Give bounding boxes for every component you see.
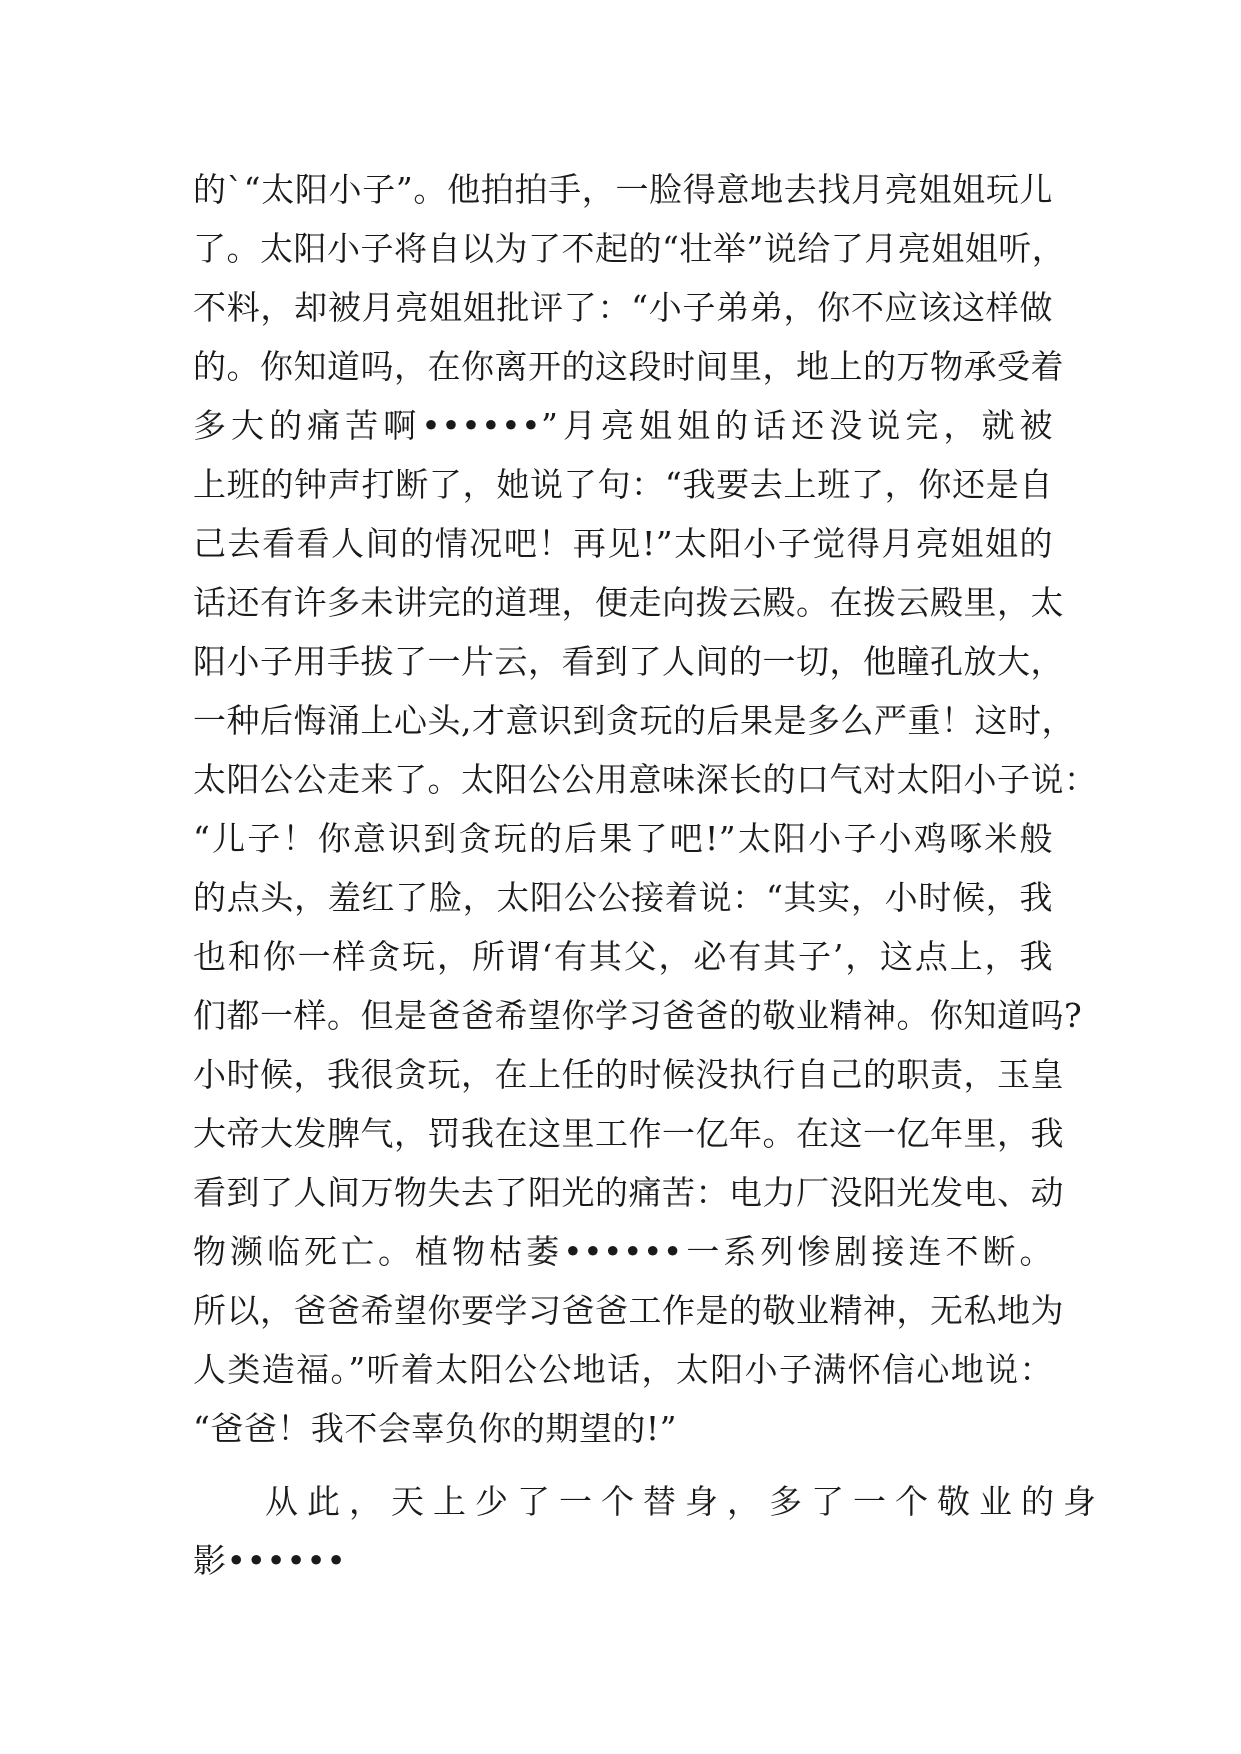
- text-line: 己去看看人间的情况吧！再见!”太阳小子觉得月亮姐姐的: [193, 524, 1053, 563]
- paragraph-gap: [193, 1458, 1053, 1472]
- text-line: 了。太阳小子将自以为了不起的“壮举”说给了月亮姐姐听，: [193, 229, 1066, 268]
- text-line: “儿子！你意识到贪玩的后果了吧!”太阳小子小鸡啄米般: [193, 819, 1053, 858]
- text-line: 的`“太阳小子”。他拍拍手，一脸得意地去找月亮姐姐玩儿: [193, 170, 1053, 209]
- text-line: 上班的钟声打断了，她说了句：“我要去上班了，你还是自: [193, 465, 1053, 504]
- paragraph-2: [193, 1472, 1105, 1590]
- text-line: 多大的痛苦啊••••••”月亮姐姐的话还没说完，就被: [193, 406, 1053, 445]
- text-line: 人类造福。”听着太阳公公地话，太阳小子满怀信心地说：: [193, 1350, 1053, 1389]
- text-line: 看到了人间万物失去了阳光的痛苦：电力厂没阳光发电、动: [193, 1173, 1064, 1212]
- paragraph-1: [193, 160, 1098, 1458]
- text-line: 从此，天上少了一个替身，多了一个敬业的身: [265, 1482, 1105, 1521]
- text-line: 物濒临死亡。植物枯萎••••••一系列惨剧接连不断。: [193, 1232, 1053, 1271]
- text-line: 一种后悔涌上心头,才意识到贪玩的后果是多么严重！这时，: [193, 701, 1075, 740]
- text-line: 话还有许多未讲完的道理，便走向拨云殿。在拨云殿里，太: [193, 583, 1064, 622]
- text-line: 阳小子用手拔了一片云，看到了人间的一切，他瞳孔放大，: [193, 642, 1064, 681]
- text-line: “爸爸！我不会辜负你的期望的!”: [193, 1409, 678, 1448]
- text-line: 们都一样。但是爸爸希望你学习爸爸的敬业精神。你知道吗?: [193, 996, 1083, 1035]
- text-line: 不料，却被月亮姐姐批评了：“小子弟弟，你不应该这样做: [193, 288, 1053, 327]
- text-line: 的。你知道吗，在你离开的这段时间里，地上的万物承受着: [193, 347, 1064, 386]
- text-line: 大帝大发脾气，罚我在这里工作一亿年。在这一亿年里，我: [193, 1114, 1064, 1153]
- text-line: 小时候，我很贪玩，在上任的时候没执行自己的职责，玉皇: [193, 1055, 1064, 1094]
- text-line: 影••••••: [193, 1541, 347, 1580]
- body-text: [193, 160, 1105, 1590]
- text-line: 所以，爸爸希望你要学习爸爸工作是的敬业精神，无私地为: [193, 1291, 1064, 1330]
- text-line: 也和你一样贪玩，所谓‘有其父，必有其子’，这点上，我: [193, 937, 1053, 976]
- text-line: 太阳公公走来了。太阳公公用意味深长的口气对太阳小子说：: [193, 760, 1098, 799]
- text-line: 的点头，羞红了脸，太阳公公接着说：“其实，小时候，我: [193, 878, 1053, 917]
